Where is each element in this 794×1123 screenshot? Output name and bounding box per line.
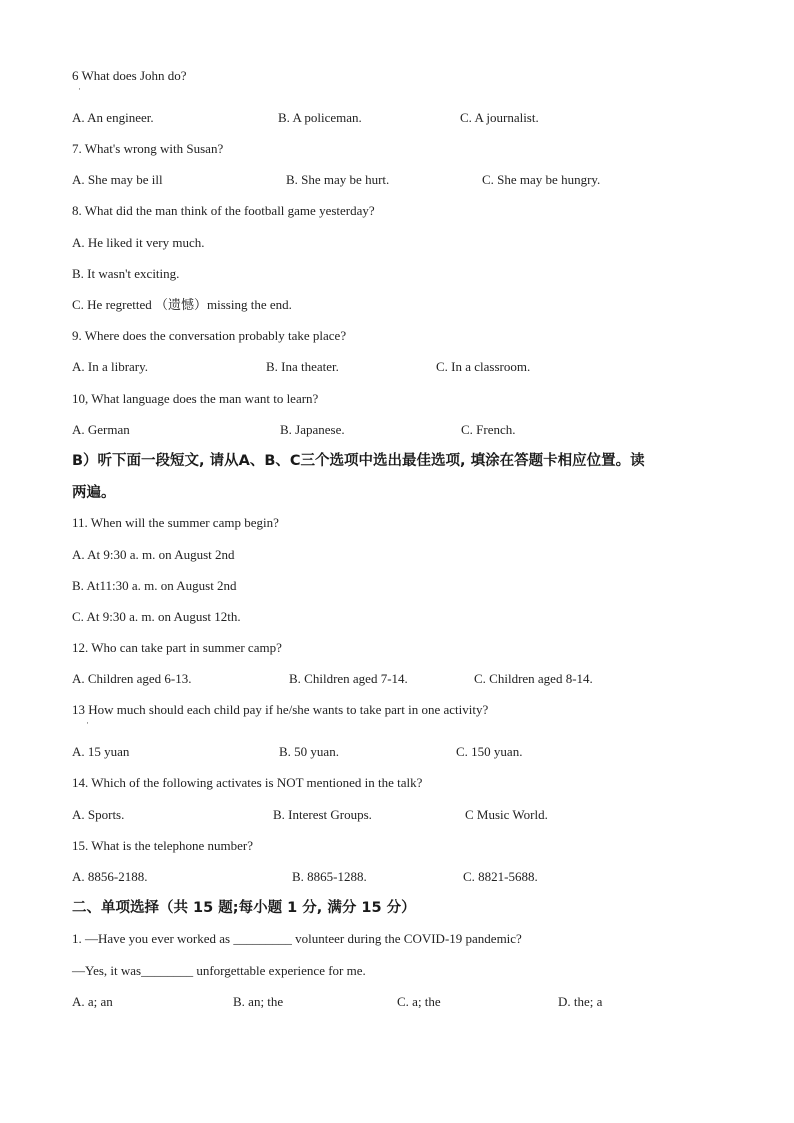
q10-option-a: A. German xyxy=(72,422,130,437)
q12-option-c: C. Children aged 8-14. xyxy=(474,671,593,686)
q7-option-c: C. She may be hungry. xyxy=(482,172,601,187)
choice-q1-option-c: C. a; the xyxy=(397,994,441,1009)
section-b-instruction-cont: 两遍。 xyxy=(72,485,116,501)
q13-option-b: B. 50 yuan. xyxy=(279,744,339,759)
question-13: 13 How much should each child pay if he/she wants to take part in one activity? xyxy=(72,702,489,717)
q13-option-a: A. 15 yuan xyxy=(72,744,130,759)
q15-option-c: C. 8821-5688. xyxy=(463,869,538,884)
question-14: 14. Which of the following activates is NOT mentioned in the talk? xyxy=(72,775,423,790)
q15-option-a: A. 8856-2188. xyxy=(72,869,148,884)
choice-question-1: 1. —Have you ever worked as _________ volunteer during the COVID-19 pandemic? xyxy=(72,931,522,946)
mark-dot: · xyxy=(86,718,89,728)
q14-option-a: A. Sports. xyxy=(72,807,125,822)
q6-option-b: B. A policeman. xyxy=(278,110,362,125)
q7-option-a: A. She may be ill xyxy=(72,172,163,187)
q9-option-a: A. In a library. xyxy=(72,359,149,374)
q10-option-b: B. Japanese. xyxy=(280,422,345,437)
q11-option-c: C. At 9:30 a. m. on August 12th. xyxy=(72,609,241,624)
question-10: 10, What language does the man want to learn? xyxy=(72,391,319,406)
question-12: 12. Who can take part in summer camp? xyxy=(72,640,282,655)
q15-option-b: B. 8865-1288. xyxy=(292,869,367,884)
choice-q1-option-d: D. the; a xyxy=(558,994,603,1009)
q8-option-b: B. It wasn't exciting. xyxy=(72,266,180,281)
q14-option-b: B. Interest Groups. xyxy=(273,807,372,822)
q11-option-b: B. At11:30 a. m. on August 2nd xyxy=(72,578,237,593)
section-b-instruction: B）听下面一段短文, 请从A、B、C三个选项中选出最佳选项, 填涂在答题卡相应位置。读 xyxy=(72,453,645,469)
choice-q1-option-a: A. a; an xyxy=(72,994,113,1009)
q11-option-a: A. At 9:30 a. m. on August 2nd xyxy=(72,547,235,562)
choice-question-1-reply: —Yes, it was________ unforgettable experience for me. xyxy=(72,963,366,978)
q9-option-c: C. In a classroom. xyxy=(436,359,531,374)
choice-q1-option-b: B. an; the xyxy=(233,994,284,1009)
q8-option-a: A. He liked it very much. xyxy=(72,235,205,250)
question-6: 6 What does John do? xyxy=(72,68,187,83)
question-15: 15. What is the telephone number? xyxy=(72,838,253,853)
mark-dot: · xyxy=(78,84,81,94)
section-2-title: 二、单项选择（共 15 题;每小题 1 分, 满分 15 分） xyxy=(72,900,416,916)
q7-option-b: B. She may be hurt. xyxy=(286,172,390,187)
q14-option-c: C Music World. xyxy=(465,807,548,822)
question-11: 11. When will the summer camp begin? xyxy=(72,515,279,530)
q13-option-c: C. 150 yuan. xyxy=(456,744,523,759)
question-7: 7. What's wrong with Susan? xyxy=(72,141,224,156)
q12-option-b: B. Children aged 7-14. xyxy=(289,671,408,686)
q8-option-c: C. He regretted （遗憾）missing the end. xyxy=(72,297,292,312)
q6-option-a: A. An engineer. xyxy=(72,110,154,125)
question-8: 8. What did the man think of the football game yesterday? xyxy=(72,203,375,218)
q10-option-c: C. French. xyxy=(461,422,516,437)
q9-option-b: B. Ina theater. xyxy=(266,359,339,374)
q12-option-a: A. Children aged 6-13. xyxy=(72,671,192,686)
q6-option-c: C. A journalist. xyxy=(460,110,539,125)
question-9: 9. Where does the conversation probably take place? xyxy=(72,328,347,343)
